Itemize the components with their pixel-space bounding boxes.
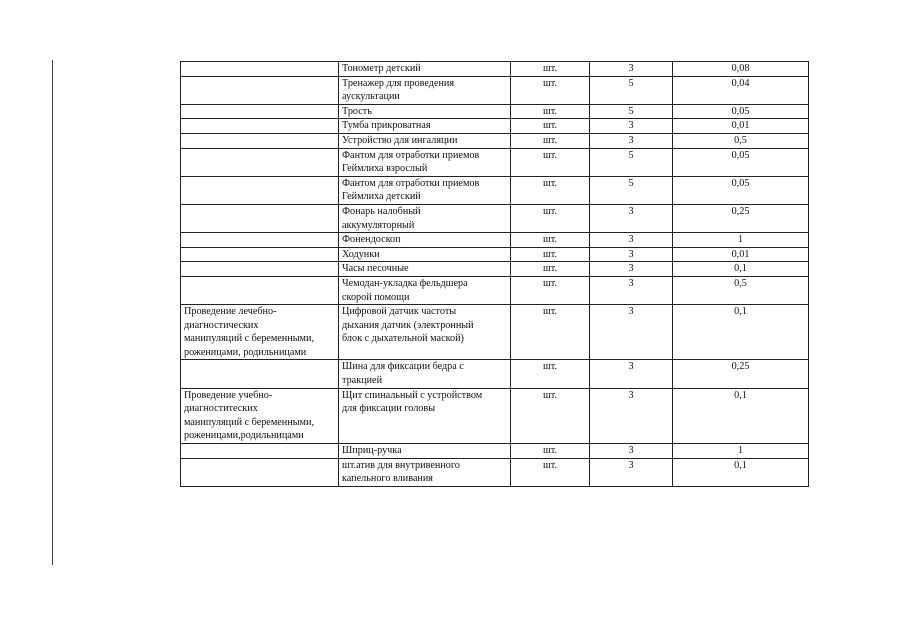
- quantity-cell: 3: [590, 276, 673, 304]
- table-row: [181, 104, 809, 119]
- table-row: [181, 76, 809, 104]
- item-name-cell: Тренажер для проведения аускультации: [339, 76, 511, 104]
- table-row: [181, 133, 809, 148]
- section-cell: Проведение учебно- диагноститеских манипуляций с беременными, роженицами,родильницами: [181, 388, 339, 443]
- section-cell: [181, 176, 339, 204]
- unit-cell: шт.: [511, 148, 590, 176]
- unit-cell: шт.: [511, 76, 590, 104]
- quantity-cell: 3: [590, 133, 673, 148]
- section-cell: [181, 360, 339, 388]
- section-cell: [181, 148, 339, 176]
- unit-cell: шт.: [511, 133, 590, 148]
- table-row: [181, 360, 809, 388]
- unit-cell: шт.: [511, 360, 590, 388]
- norm-cell: 0,25: [673, 204, 809, 232]
- norm-cell: 0,5: [673, 133, 809, 148]
- table-row: [181, 444, 809, 459]
- quantity-cell: 3: [590, 262, 673, 277]
- unit-cell: шт.: [511, 233, 590, 248]
- item-name-cell: Щит спинальный с устройством для фиксации головы: [339, 388, 511, 443]
- unit-cell: шт.: [511, 388, 590, 443]
- norm-cell: 0,01: [673, 119, 809, 134]
- section-cell: [181, 276, 339, 304]
- item-name-cell: Цифровой датчик частоты дыхания датчик (электронный блок с дыхательной маской): [339, 305, 511, 360]
- norm-cell: 1: [673, 233, 809, 248]
- item-name-cell: Шина для фиксации бедра с тракцией: [339, 360, 511, 388]
- quantity-cell: 5: [590, 104, 673, 119]
- item-name-cell: Устройство для ингаляции: [339, 133, 511, 148]
- unit-cell: шт.: [511, 458, 590, 486]
- item-name-cell: Трость: [339, 104, 511, 119]
- norm-cell: 0,05: [673, 104, 809, 119]
- section-cell: [181, 444, 339, 459]
- table-row: [181, 119, 809, 134]
- unit-cell: шт.: [511, 247, 590, 262]
- norm-cell: 0,1: [673, 388, 809, 443]
- quantity-cell: 3: [590, 204, 673, 232]
- quantity-cell: 3: [590, 444, 673, 459]
- unit-cell: шт.: [511, 444, 590, 459]
- section-cell: [181, 458, 339, 486]
- quantity-cell: 3: [590, 119, 673, 134]
- quantity-cell: 3: [590, 360, 673, 388]
- table-row: [181, 388, 809, 443]
- norm-cell: 0,04: [673, 76, 809, 104]
- table-row: [181, 176, 809, 204]
- section-cell: Проведение лечебно- диагностических манипуляций с беременными, роженицами, родильницами: [181, 305, 339, 360]
- table-row: [181, 247, 809, 262]
- unit-cell: шт.: [511, 62, 590, 77]
- item-name-cell: шт.атив для внутривенного капельного вливания: [339, 458, 511, 486]
- quantity-cell: 3: [590, 62, 673, 77]
- item-name-cell: Фантом для отработки приемов Геймлиха детский: [339, 176, 511, 204]
- quantity-cell: 3: [590, 458, 673, 486]
- section-cell: [181, 76, 339, 104]
- item-name-cell: Чемодан-укладка фельдшера скорой помощи: [339, 276, 511, 304]
- item-name-cell: Фонарь налобный аккумуляторный: [339, 204, 511, 232]
- norm-cell: 0,1: [673, 305, 809, 360]
- norm-cell: 0,1: [673, 262, 809, 277]
- page-margin-rule: [52, 60, 53, 565]
- norm-cell: 0,05: [673, 176, 809, 204]
- quantity-cell: 3: [590, 233, 673, 248]
- unit-cell: шт.: [511, 104, 590, 119]
- norm-cell: 0,5: [673, 276, 809, 304]
- item-name-cell: Тумба прикроватная: [339, 119, 511, 134]
- equipment-table: [180, 61, 809, 487]
- table-row: [181, 262, 809, 277]
- quantity-cell: 5: [590, 76, 673, 104]
- item-name-cell: Тонометр детский: [339, 62, 511, 77]
- item-name-cell: Ходунки: [339, 247, 511, 262]
- norm-cell: 0,05: [673, 148, 809, 176]
- table-row: [181, 62, 809, 77]
- item-name-cell: Шприц-ручка: [339, 444, 511, 459]
- unit-cell: шт.: [511, 119, 590, 134]
- quantity-cell: 5: [590, 148, 673, 176]
- unit-cell: шт.: [511, 176, 590, 204]
- norm-cell: 0,1: [673, 458, 809, 486]
- section-cell: [181, 262, 339, 277]
- unit-cell: шт.: [511, 262, 590, 277]
- section-cell: [181, 247, 339, 262]
- section-cell: [181, 62, 339, 77]
- table-row: [181, 148, 809, 176]
- quantity-cell: 3: [590, 247, 673, 262]
- unit-cell: шт.: [511, 305, 590, 360]
- section-cell: [181, 104, 339, 119]
- section-cell: [181, 233, 339, 248]
- section-cell: [181, 204, 339, 232]
- table-row: [181, 233, 809, 248]
- unit-cell: шт.: [511, 204, 590, 232]
- item-name-cell: Фонендоскоп: [339, 233, 511, 248]
- norm-cell: 0,01: [673, 247, 809, 262]
- table-row: [181, 458, 809, 486]
- unit-cell: шт.: [511, 276, 590, 304]
- table-row: [181, 305, 809, 360]
- quantity-cell: 5: [590, 176, 673, 204]
- item-name-cell: Часы песочные: [339, 262, 511, 277]
- norm-cell: 0,08: [673, 62, 809, 77]
- item-name-cell: Фантом для отработки приемов Геймлиха взрослый: [339, 148, 511, 176]
- norm-cell: 1: [673, 444, 809, 459]
- norm-cell: 0,25: [673, 360, 809, 388]
- quantity-cell: 3: [590, 388, 673, 443]
- table-row: [181, 204, 809, 232]
- section-cell: [181, 133, 339, 148]
- table-row: [181, 276, 809, 304]
- section-cell: [181, 119, 339, 134]
- quantity-cell: 3: [590, 305, 673, 360]
